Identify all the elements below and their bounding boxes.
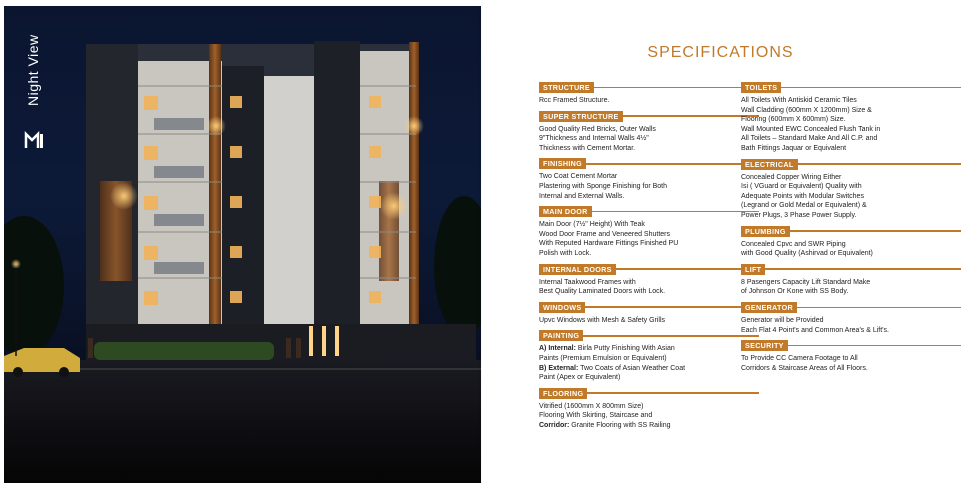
heading-rule — [583, 335, 759, 337]
spec-column-1 — [539, 82, 759, 435]
spec-section-internal-doors — [539, 264, 759, 297]
spec-heading: MAIN DOOR — [539, 206, 592, 217]
heading-rule — [585, 306, 759, 308]
spec-text: Rcc Framed Structure. — [539, 97, 610, 104]
brand-logo-icon — [24, 130, 46, 150]
spec-heading: SECURITY — [741, 340, 788, 351]
spec-text: Two Coat Cement Mortar Plastering with Sponge Finishing for Both Internal and External Walls. — [539, 173, 668, 200]
spec-text-part: Birla Putty Finishing With Asian Paints (Premium Emulsion or Equivalent) — [539, 345, 675, 362]
spec-text: To Provide CC Camera Footage to All Corridors & Staircase Areas of All Floors. — [741, 355, 868, 372]
spec-section-main-door — [539, 206, 759, 258]
spec-section-toilets — [741, 82, 961, 154]
spec-text: Good Quality Red Bricks, Outer Walls 9"Thickness and Internal Walls 4½" Thickness with Cement Mortar. — [539, 125, 656, 152]
spec-heading: GENERATOR — [741, 302, 797, 313]
spec-heading: STRUCTURE — [539, 82, 594, 93]
spec-text — [539, 402, 759, 431]
spec-section-lift — [741, 264, 961, 297]
heading-rule — [623, 115, 759, 117]
spec-text: Concealed Copper Wiring Either Isi ( VGuard or Equivalent) Quality with Adequate Points with Modular Switches (Legrand or Gold Medal or Equivalent) & Power Plugs, 3 Phase Power Supply. — [741, 173, 867, 219]
spec-text: All Toilets With Antiskid Ceramic Tiles Wall Cladding (600mm X 1200mm) Size & Flooring (600mm X 600mm) Size. Wall Mounted EWC Concealed Flush Tank in All Toilets – Standard Make And All C.P. and Bath Fittings Jaquar or Equivalent — [741, 97, 881, 152]
heading-rule — [797, 307, 961, 309]
spec-text: Main Door (7½" Height) With Teak Wood Door Frame and Veneered Shutters With Reputed Hardware Fittings Finished PU Polish with Lock. — [539, 221, 679, 257]
spec-heading: INTERNAL DOORS — [539, 264, 616, 275]
heading-rule — [765, 268, 961, 270]
spec-heading: PAINTING — [539, 330, 583, 341]
heading-rule — [788, 345, 961, 347]
heading-rule — [592, 211, 759, 213]
spec-section-electrical — [741, 159, 961, 221]
page-title: SPECIFICATIONS — [647, 44, 794, 61]
spec-text: Concealed Cpvc and SWR Piping with Good Quality (Ashirvad or Equivalent) — [741, 240, 873, 258]
spec-section-plumbing — [741, 226, 961, 259]
night-view-photo — [4, 6, 481, 483]
spec-text-part: Vitrified (1600mm X 800mm Size) Flooring With Skirting, Staircase and — [539, 402, 653, 420]
spec-bold-label: Corridor: — [539, 421, 570, 429]
spec-section-finishing — [539, 158, 759, 201]
spec-section-painting — [539, 330, 759, 382]
spec-text: Upvc Windows with Mesh & Safety Grills — [539, 316, 666, 324]
spec-section-super-structure — [539, 111, 759, 154]
spec-heading: SUPER STRUCTURE — [539, 111, 623, 122]
spec-section-generator — [741, 302, 961, 335]
spec-heading: TOILETS — [741, 82, 781, 93]
spec-heading: LIFT — [741, 264, 765, 275]
spec-text: 8 Pasengers Capacity Lift Standard Make of Johnson Or Kone with SS Body. — [741, 278, 871, 296]
spec-text-part: Granite Flooring with SS Railing — [569, 421, 671, 429]
heading-rule — [790, 230, 961, 232]
spec-heading: FLOORING — [539, 388, 587, 399]
night-view-label: Night View — [25, 34, 41, 106]
spec-column-2 — [741, 82, 961, 378]
spec-section-flooring — [539, 388, 759, 431]
heading-rule — [586, 163, 759, 165]
spec-text-part: Two Coats of Asian Weather Coat Paint (Apex or Equivalent) — [539, 364, 686, 382]
spec-bold-label: B) External: — [539, 364, 579, 372]
spec-text: Internal Taakwood Frames with Best Quality Laminated Doors with Lock. — [539, 278, 666, 296]
spec-section-structure — [539, 82, 759, 106]
spec-text: Generator will be Provided Each Flat 4 Point's and Common Area's & Lift's. — [741, 316, 889, 334]
spec-heading: PLUMBING — [741, 226, 790, 237]
spec-heading: FINISHING — [539, 158, 586, 169]
spec-section-security — [741, 340, 961, 373]
spec-section-windows — [539, 302, 759, 326]
heading-rule — [594, 87, 759, 89]
heading-rule — [587, 392, 759, 394]
heading-rule — [781, 87, 961, 89]
building-illustration — [4, 6, 481, 483]
specifications-page — [482, 6, 959, 483]
spec-heading: ELECTRICAL — [741, 159, 798, 170]
heading-rule — [798, 163, 961, 165]
spec-text — [539, 344, 759, 382]
heading-rule — [616, 268, 759, 270]
spec-heading: WINDOWS — [539, 302, 585, 313]
spec-bold-label: A) Internal: — [539, 345, 576, 353]
